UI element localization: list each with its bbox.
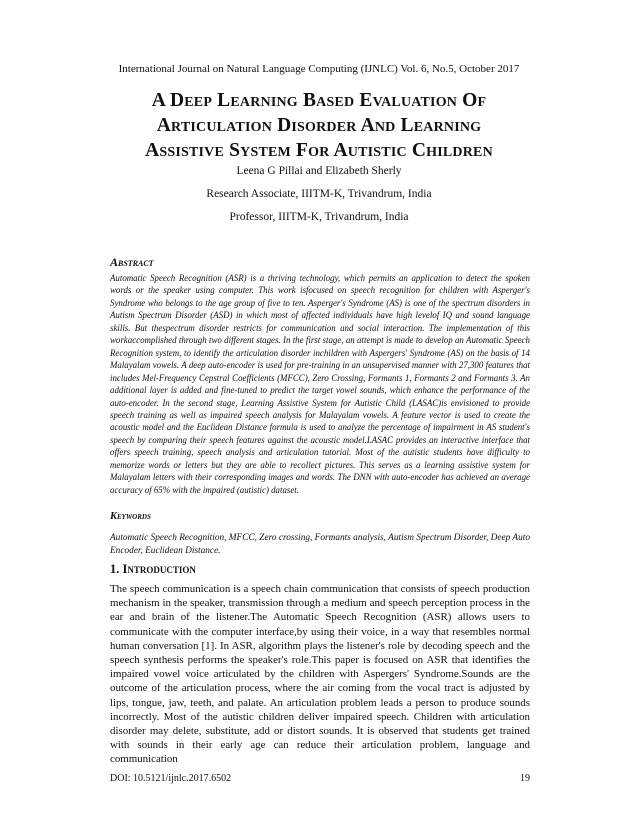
author-affiliation-1: Research Associate, IIITM-K, Trivandrum, India	[206, 188, 432, 200]
abstract-text: Automatic Speech Recognition (ASR) is a thriving technology, which permits an application to detect the spoken words or the speaker using computer. This work isfocused on speech recognition for children with Asperger's Syndrome who belongs to the age group of five to ten. Asperger's Syndrome (AS) is one of the spectrum disorders in Autism Spectrum Disorder (ASD) in which most of affected individuals have high levelof IQ and sound language skills. But thespectrum disorder restricts for communication and social interaction. The implementation of this workaccomplished through two different stages. In the first stage, an attempt is made to develop an Automatic Speech Recognition system, to identify the articulation disorder inchildren with Aspergers' Syndrome (AS) on the basis of 14 Malayalam vowels. A deep auto-encoder is used for pre-training in an unsupervised manner with 27,300 features that includes Mel-Frequency Cepstral Coefficients (MFCC), Zero Crossing, Formants 1, Formants 2 and Formants 3. An additional layer is added and fine-tuned to predict the target vowel sounds, which enhance the performance of the auto-encoder. In the second stage, Learning Assistive System for Autistic Child (LASAC)is envisioned to provide speech training as well as impaired speech analysis for Malayalam vowels. A feature vector is used to create the acoustic model and the Euclidean Distance formula is used to analyze the percentage of impairment in AS student's speech by comparing their speech features against the acoustic model.LASAC provides an interactive interface that offers speech training, speech analysis and articulation tutorial. Most of the autistic students have difficulty to memorize words or letters but they are able to recollect pictures. This serves as a learning assistive system for Malayalam letters with their corresponding images and words. The DNN with auto-encoder has achieved an average accuracy of 65% with the impaired (autistic) dataset.	[110, 273, 530, 495]
keywords-text: Automatic Speech Recognition, MFCC, Zero crossing, Formants analysis, Autism Spectrum Disorder, Deep Auto Encoder, Euclidean Distance.	[110, 533, 530, 556]
author-names: Leena G Pillai and Elizabeth Sherly	[236, 165, 402, 177]
title-line-1: A Deep Learning Based Evaluation Of	[151, 90, 487, 111]
title-line-2: Articulation Disorder And Learning	[156, 115, 482, 136]
abstract-heading: Abstract	[110, 255, 154, 269]
title-line-3: Assistive System For Autistic Children	[145, 140, 493, 161]
introduction-heading: 1. Introduction	[110, 562, 196, 576]
journal-header: International Journal on Natural Language Computing (IJNLC) Vol. 6, No.5, October 2017	[118, 63, 520, 75]
page-number: 19	[520, 773, 530, 784]
footer-doi: DOI: 10.5121/ijnlc.2017.6502	[110, 773, 232, 784]
author-affiliation-2: Professor, IIITM-K, Trivandrum, India	[229, 211, 409, 223]
paper-title	[100, 88, 538, 163]
keywords-heading: Keywords	[110, 511, 151, 522]
introduction-text: The speech communication is a speech chain communication that consists of speech production mechanism in the speaker, transmission through a medium and speech perception process in the ear and brain of the listener.The Automatic Speech Recognition (ASR) allows users to communicate with the computer interface,by using their voice, in a way that resembles normal human conversation [1]. In ASR, algorithm plays the listener's role by decoding speech and the speech synthesis performs the speaker's role.This paper is focused on ASR that identifies the impaired vowel voice articulated by the children with Aspergers' Syndrome.Sounds are the outcome of the articulation process, where the air coming from the vocal tract is adjusted by lips, tongue, jaw, teeth, and palate. An articulation problem leads a person to produce sounds incorrectly. Most of the autistic children deliver impaired speech. Children with articulation disorder may delete, substitute, add or distort sounds. It is observed that students get trained with sounds in their early age can reduce their articulation problem, language and communication	[110, 583, 530, 766]
